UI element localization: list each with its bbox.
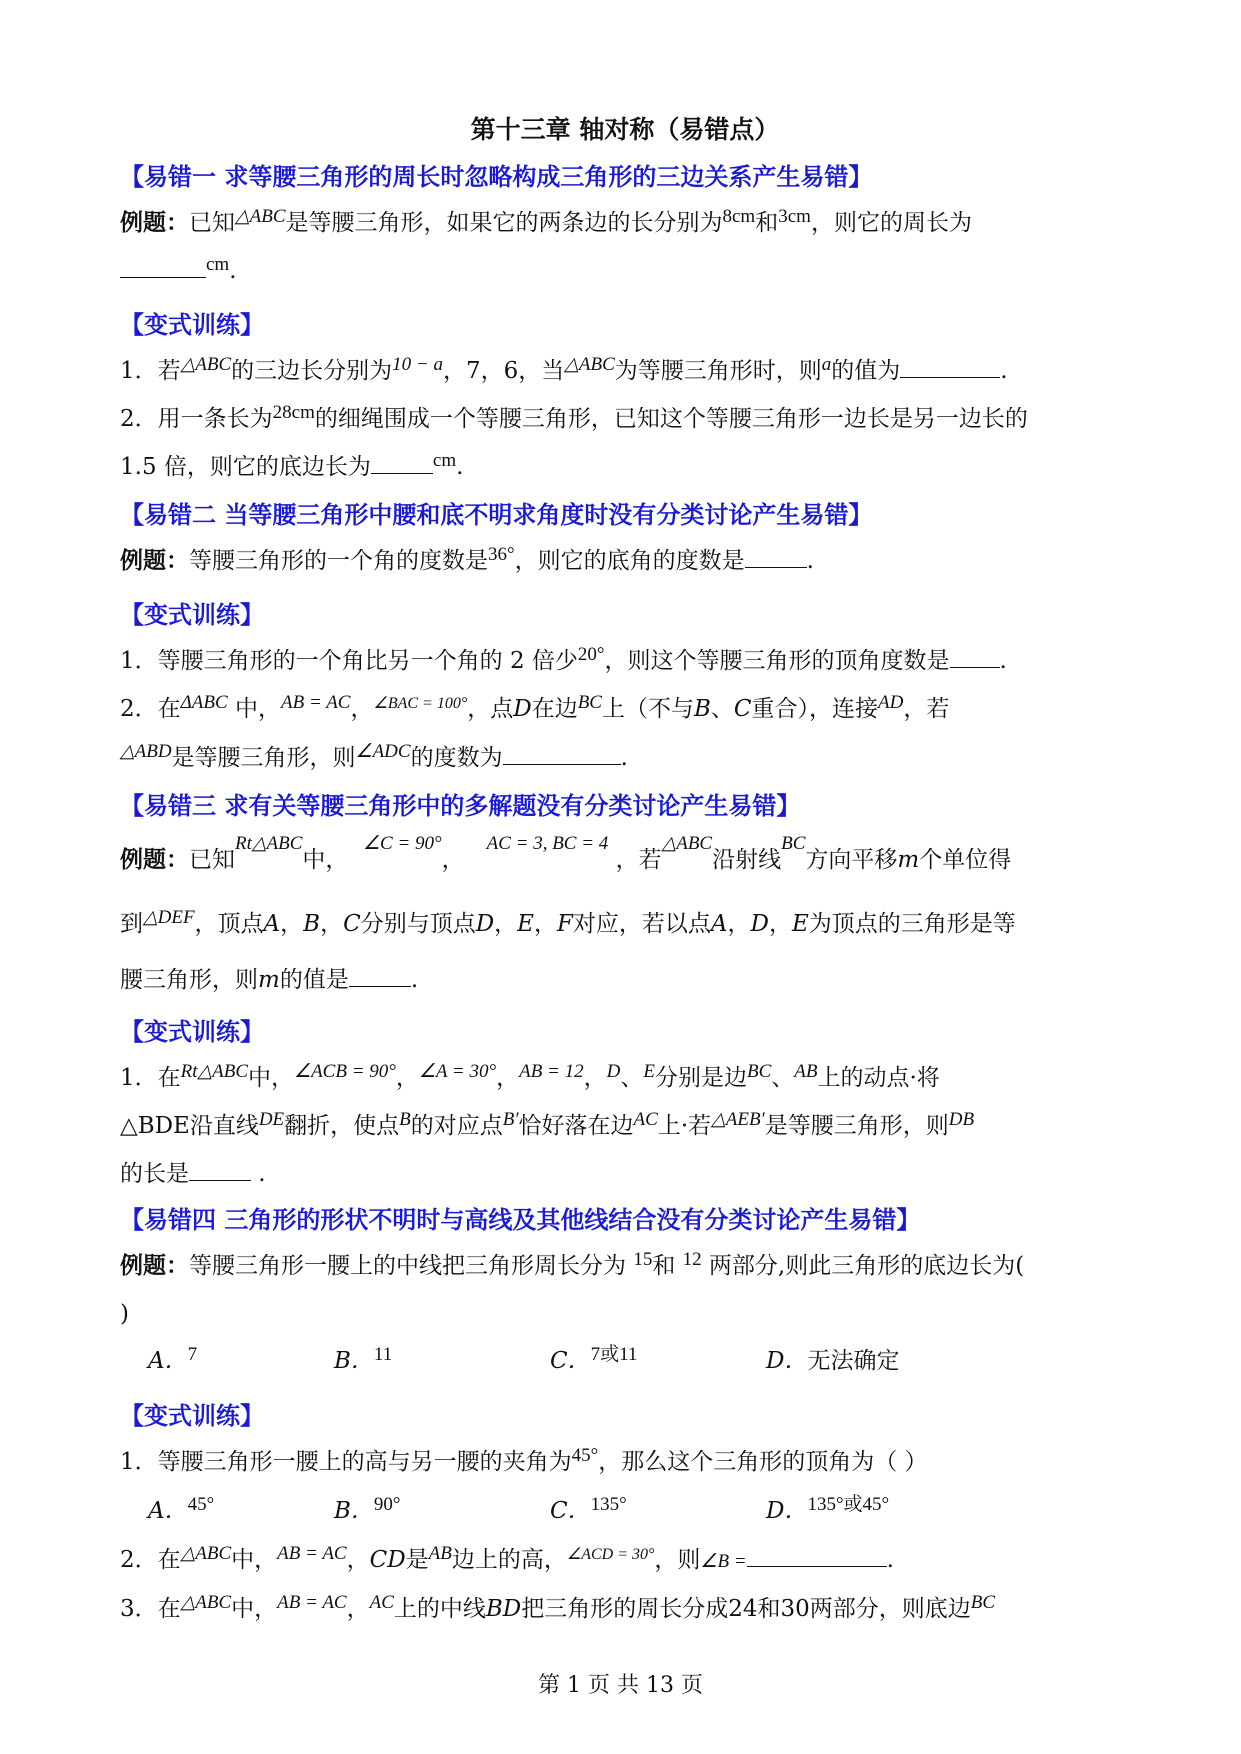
text: 沿直线 [189,1113,259,1139]
example-label: 例题： [120,847,189,873]
text: 1．若 [120,358,181,384]
text: 在边 [531,696,578,722]
text: 中， [231,1547,278,1573]
text: 2．在 [120,696,181,722]
option-letter: A． [148,1498,188,1524]
option-value: 11 [373,1344,393,1365]
question [120,396,1130,444]
text: 2．用一条长为 [120,406,273,432]
math: B′ [502,1109,519,1130]
text: 中， [227,696,281,722]
answer-blank [503,742,621,765]
text: ， [768,911,792,937]
math: BC [970,1592,996,1613]
text: 为顶点的三角形是等 [808,911,1016,937]
answer-blank [349,964,411,987]
section-heading-2: 【易错二 当等腰三角形中腰和底不明求角度时没有分类讨论产生易错】 [120,501,873,529]
math: AC [633,1109,658,1130]
option-value: 90° [373,1494,401,1515]
text: ， [350,696,374,722]
text: 边上的高， [451,1547,567,1573]
text: 1．在 [120,1065,181,1091]
variable: m [258,967,280,993]
text: . [251,1161,266,1187]
point: E [791,911,809,937]
text: 1.5 倍，则它的底边长为 [120,454,371,480]
example-3-cont [120,957,1130,1003]
question-options [120,1487,1130,1537]
text: 和 [757,1596,781,1622]
text: . [1000,358,1008,384]
text: ，若 [615,847,662,873]
point: A [263,911,281,937]
answer-blank [371,451,433,474]
text: 上的动点·将 [817,1065,940,1091]
text: 的细绳围成一个等腰三角形，已知这个等腰三角形一边长是另一边长的 [314,406,1028,432]
question-cont [120,444,1130,492]
text: ， [727,911,751,937]
math: 3cm [778,206,811,227]
answer-blank [120,255,206,278]
point: C [343,911,361,937]
text: ，则这个等腰三角形的顶角度数是 [604,648,950,674]
question-cont [120,1103,1130,1151]
math: ∠ACD = 30° [566,1546,655,1563]
option-a[interactable] [148,1337,334,1387]
section-heading-1: 【易错一 求等腰三角形的周长时忽略构成三角形的三边关系产生易错】 [120,163,873,191]
example-label: 例题： [120,1253,189,1279]
math: ∠ADC [355,741,411,762]
document-page [120,110,1130,1634]
math: AD [877,692,904,713]
option-letter: D． [766,1498,808,1524]
text: 翻折，使点 [284,1113,400,1139]
text: ，若 [903,696,950,722]
math: ∠C = 90° [363,833,442,854]
option-b[interactable] [334,1337,550,1387]
text: 是等腰三角形，则 [764,1113,949,1139]
option-value: 45° [187,1494,215,1515]
math: △ABC [564,354,615,375]
math: Rt△ABC [235,833,303,854]
example-1-cont [120,248,1130,296]
text: 上的中线 [393,1596,486,1622]
example-2 [120,538,1130,586]
answer-blank [189,1158,251,1181]
option-letter: C． [550,1498,591,1524]
question [120,686,1130,735]
math: BC [577,692,602,713]
text: 上·若 [657,1113,712,1139]
option-d[interactable] [766,1337,899,1387]
text: 3．在 [120,1596,181,1622]
example-label: 例题： [120,548,189,574]
option-letter: B． [334,1498,374,1524]
text: 中， [302,847,349,873]
option-value: 无法确定 [807,1348,900,1374]
math: DE [258,1109,285,1130]
option-letter: C． [550,1348,591,1374]
question-cont [120,735,1130,783]
math: △DEF [143,907,195,928]
text: ， [533,911,557,937]
math: 20° [577,644,605,665]
text: 、 [620,1065,644,1091]
text: 已知 [189,210,235,236]
math: AC [369,1592,394,1613]
page-footer: 第 1 页 共 13 页 [538,1673,703,1698]
question-cont [120,1151,1130,1197]
option-value: 135° [590,1494,627,1515]
math: 8cm [722,206,756,227]
text: 1．等腰三角形的一个角比另一个角的 2 倍少 [120,648,578,674]
math: AB [428,1543,452,1564]
point: E [517,911,534,937]
question [120,638,1130,686]
point: D [750,911,769,937]
answer-blank [900,355,1000,378]
answer-blank [950,645,1000,668]
text: ， [441,847,465,873]
point: B [693,696,711,722]
question [120,1537,1130,1586]
math: AC = 3, BC = 4 [486,833,609,854]
answer-blank [747,1544,887,1567]
math: AB = AC [277,1543,347,1564]
text: ， [496,1065,520,1091]
text: 腰三角形，则 [120,967,258,993]
text: ，点 [467,696,514,722]
math: AB [794,1061,818,1082]
example-4 [120,1243,1130,1291]
question [120,1586,1130,1634]
math: AB = 12 [519,1061,584,1082]
question [120,1439,1130,1487]
text: . [229,258,237,284]
math: △AEB′ [711,1109,765,1130]
math: ∠BAC = 100° [373,695,468,712]
option-a[interactable] [148,1487,334,1537]
text: ， [320,911,344,937]
text: 对应，若以点 [572,911,711,937]
text: ，则它的底角的度数是 [514,548,745,574]
text: 方向平移 [805,847,898,873]
text: . [620,745,628,771]
math: B [399,1109,411,1130]
text: 上（不与 [601,696,694,722]
text: 分别是边 [654,1065,747,1091]
text: ，顶点 [194,911,264,937]
text: . [456,454,464,480]
text: ， [346,1596,370,1622]
text: 中， [248,1065,295,1091]
text: . [999,648,1007,674]
point: D [513,696,532,722]
math: ∠ACB = 90° [294,1061,396,1082]
point: D [475,911,495,937]
text: 重合），连接 [751,696,878,722]
math: 10 − a [392,354,443,375]
example-4-cont [120,1291,1130,1337]
option-value: 7 [187,1344,198,1365]
math: △ABC [180,354,232,375]
variable: m [897,847,920,873]
text: 的对应点 [410,1113,503,1139]
option-letter: A． [148,1348,188,1374]
text: 恰好落在边 [518,1113,634,1139]
text: 两部分,则此三角形的底边长为( [701,1253,1025,1279]
math: E [643,1061,655,1082]
section-heading-3: 【易错三 求有关等腰三角形中的多解题没有分类讨论产生易错】 [120,792,801,820]
answer-blank [745,545,807,568]
variant-heading: 【变式训练】 [120,1018,264,1046]
number: 24 [728,1596,758,1622]
text: 和 [652,1253,683,1279]
text: ， [346,1547,370,1573]
text: 等腰三角形的一个角的度数是 [189,548,488,574]
text: ) [120,1301,129,1327]
text: 的三边长分别为 [231,358,393,384]
text: 的度数为 [410,745,503,771]
text: ， [395,1065,419,1091]
text: 个单位得 [919,847,1012,873]
math: a [821,354,832,375]
math: △ABC [661,833,713,854]
point: F [556,911,573,937]
option-letter: D． [766,1348,808,1374]
text: 分别与顶点 [360,911,476,937]
variant-heading: 【变式训练】 [120,1402,264,1430]
math: △ABD [120,741,172,762]
text: 把三角形的周长分成 [521,1596,729,1622]
math: ∠B = [700,1551,747,1572]
math: △ABC [180,1592,232,1613]
text: ，那么这个三角形的顶角为（ ） [598,1449,928,1475]
segment: CD [369,1547,406,1573]
math: BC [781,833,806,854]
text: 的值为 [831,358,901,384]
text: ， [494,911,518,937]
math: BC [746,1061,772,1082]
question [120,1055,1130,1103]
variant-heading: 【变式训练】 [120,601,264,629]
text: 的长是 [120,1161,189,1187]
math: 28cm [272,402,315,423]
text: 两部分，则底边 [809,1596,971,1622]
point: B [303,911,321,937]
option-c[interactable] [550,1487,766,1537]
text: 2．在 [120,1547,181,1573]
math: ∠A = 30° [418,1061,497,1082]
question [120,348,1130,396]
text: 沿射线 [712,847,782,873]
math: D [606,1061,621,1082]
text: 已知 [189,847,235,873]
point: C [733,696,752,722]
math: 15 [633,1249,653,1270]
text: 为等腰三角形时，则 [614,358,822,384]
option-letter: B． [334,1348,374,1374]
segment: BD [485,1596,522,1622]
unit: cm [432,450,457,471]
math: △ABC [180,1543,232,1564]
option-b[interactable] [334,1487,550,1537]
text: ， [583,1065,607,1091]
example-4-options [120,1337,1130,1387]
text: 、 [710,696,734,722]
math: Rt△ABC [180,1061,249,1082]
text: 是等腰三角形，则 [171,745,356,771]
number: 30 [780,1596,810,1622]
text: . [806,548,814,574]
text: 、 [771,1065,795,1091]
unit: cm [206,254,230,275]
math: 12 [682,1249,702,1270]
text: 1．等腰三角形一腰上的高与另一腰的夹角为 [120,1449,572,1475]
text: ，则 [654,1547,701,1573]
page-title: 第十三章 轴对称（易错点） [470,115,780,144]
text: 是等腰三角形，如果它的两条边的长分别为 [285,210,723,236]
text: ，7，6，当 [442,358,565,384]
text: 到 [120,911,143,937]
text: 中， [231,1596,278,1622]
text: 是 [405,1547,429,1573]
text: △BDE [120,1113,190,1139]
math: △ABC [235,206,286,227]
text: 等腰三角形一腰上的中线把三角形周长分为 [189,1253,634,1279]
example-3-cont [120,893,1130,957]
math: ΔABC [180,692,228,713]
text: 和 [755,210,779,236]
text: . [886,1547,894,1573]
option-value: 7或11 [590,1344,638,1365]
text: ， [280,911,304,937]
math: AB = AC [281,692,351,713]
option-d[interactable] [766,1487,889,1537]
example-3 [120,829,1130,893]
text: . [410,967,419,993]
point: A [710,911,728,937]
option-value: 135°或45° [807,1494,890,1515]
math: 45° [571,1445,599,1466]
variant-heading: 【变式训练】 [120,311,264,339]
example-1 [120,200,1130,248]
section-heading-4: 【易错四 三角形的形状不明时与高线及其他线结合没有分类讨论产生易错】 [120,1206,921,1234]
math: AB = AC [277,1592,347,1613]
math: DB [948,1109,975,1130]
option-c[interactable] [550,1337,766,1387]
text: ，则它的周长为 [810,210,972,236]
math: 36° [488,544,515,565]
example-label: 例题： [120,210,189,236]
text: 的值是 [279,967,349,993]
